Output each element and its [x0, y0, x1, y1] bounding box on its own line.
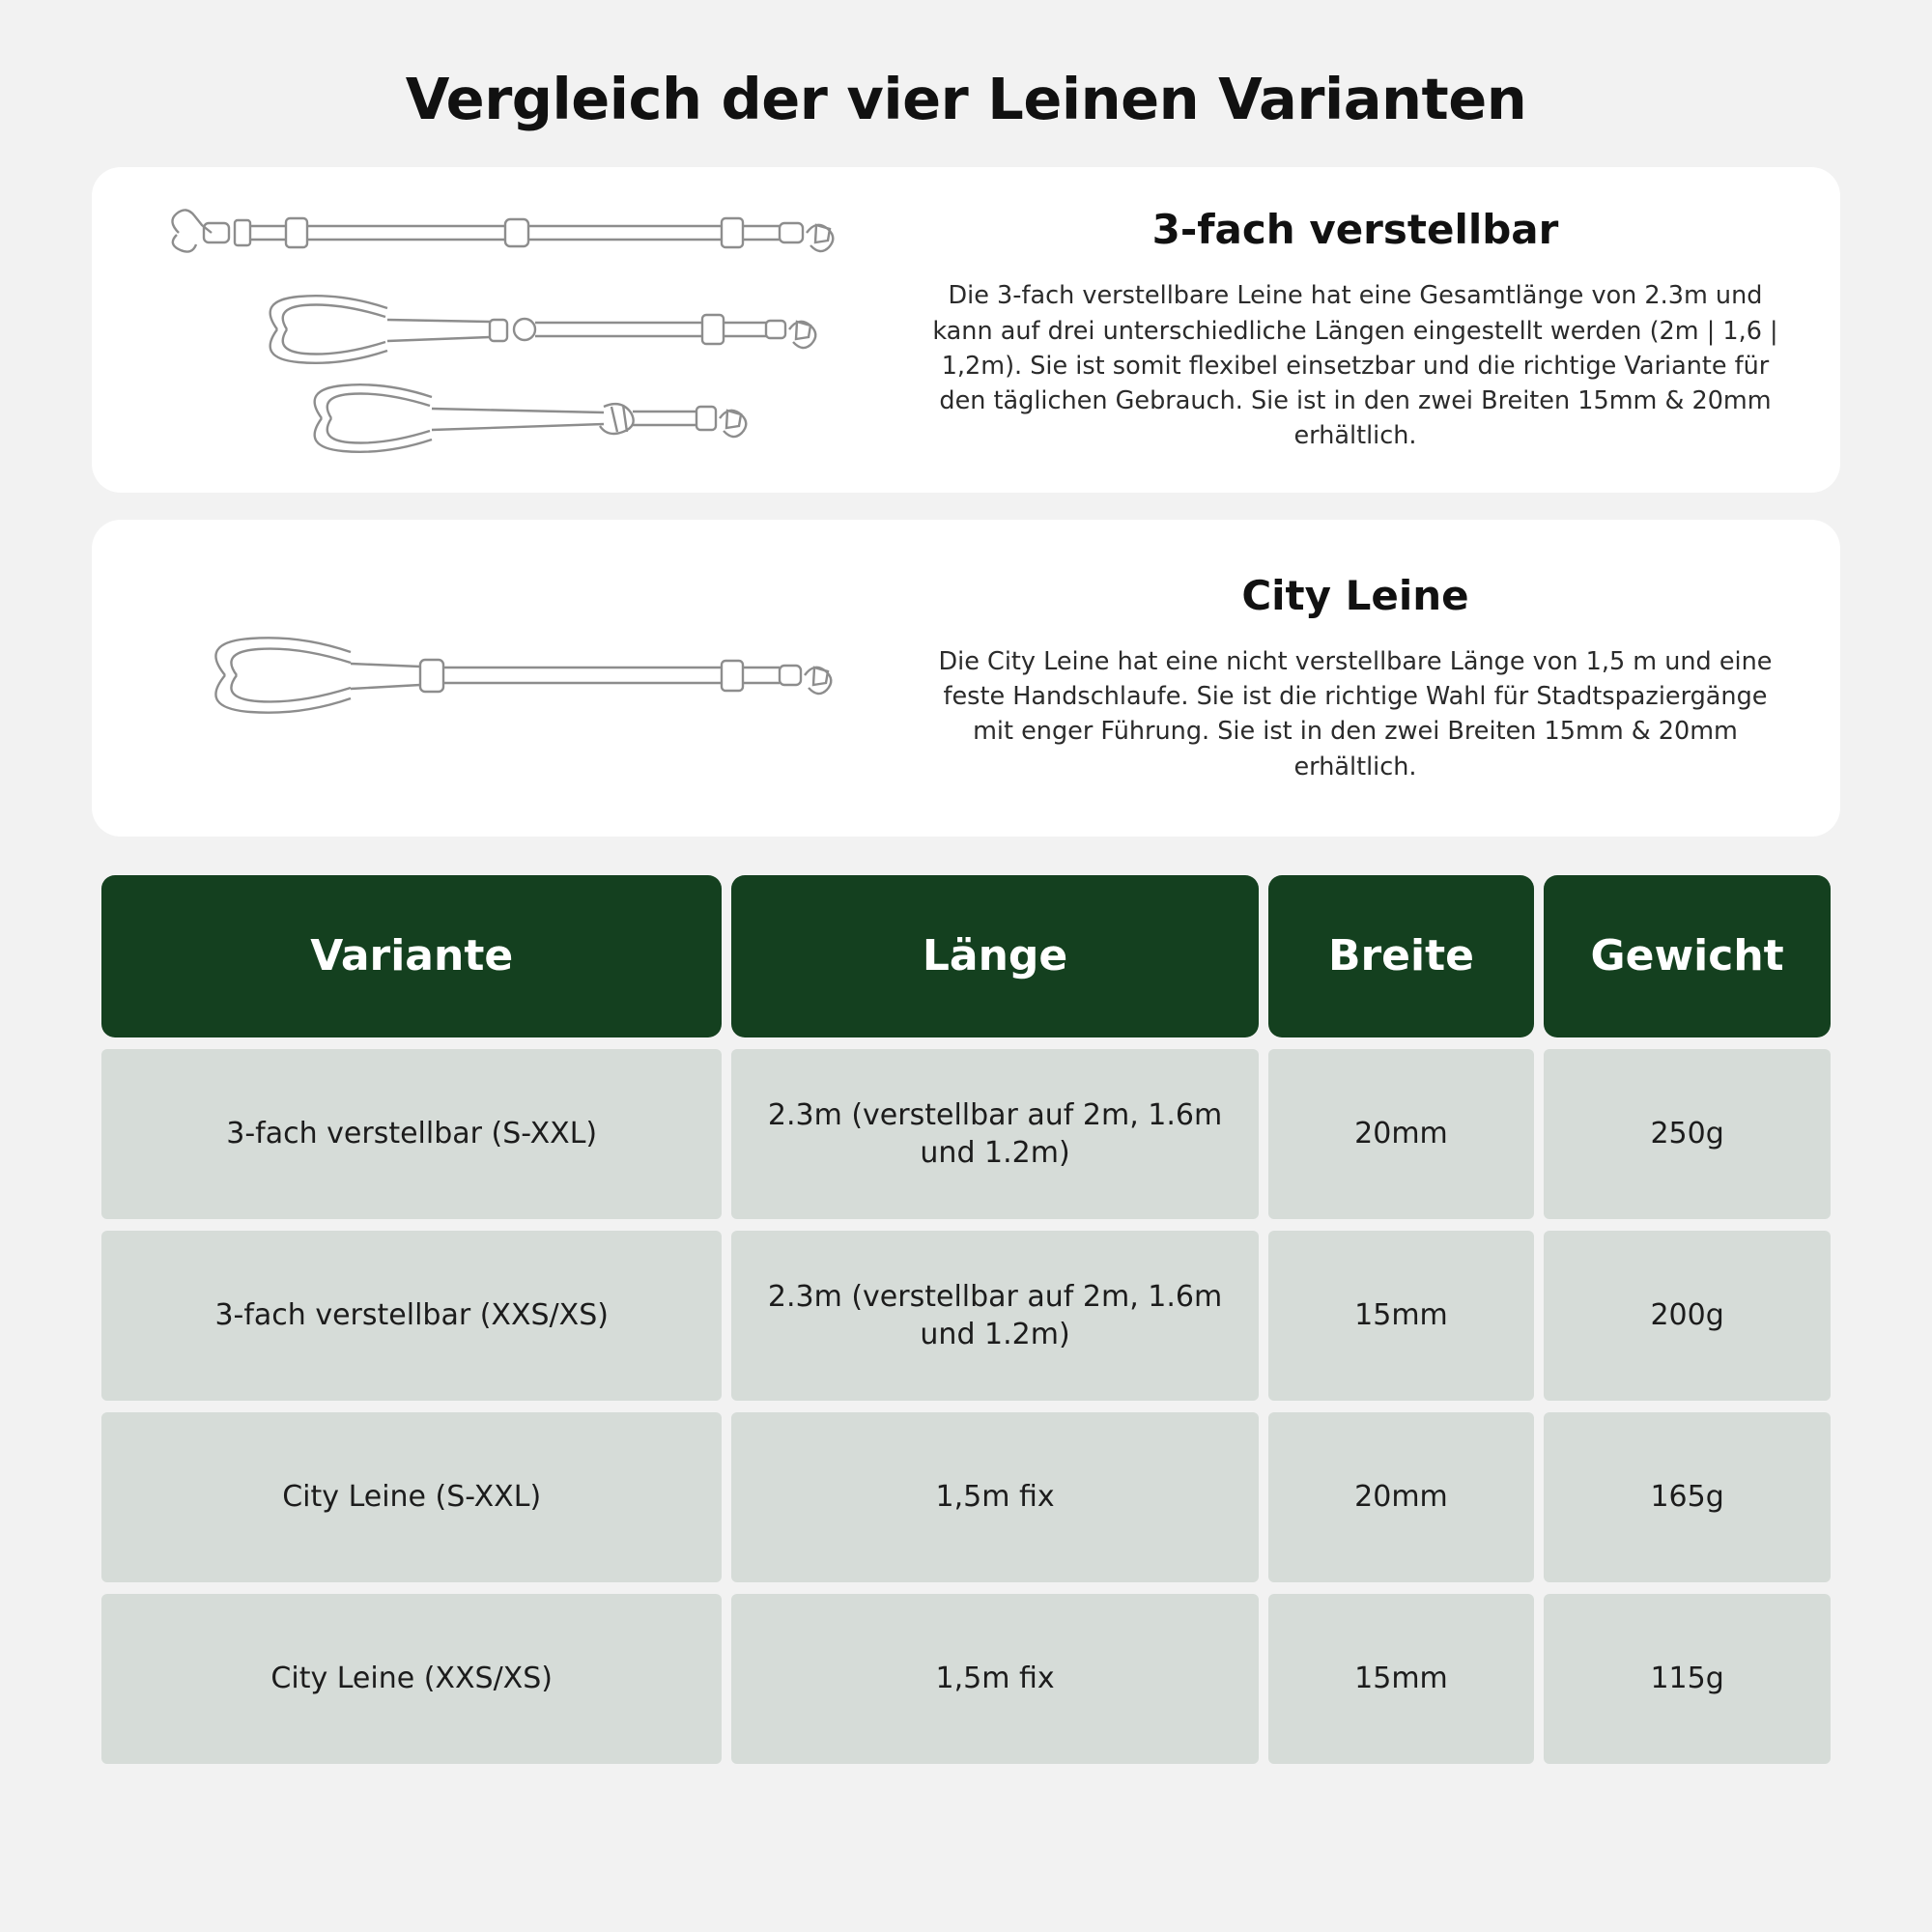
table-header-row — [101, 875, 1831, 1037]
table-header-laenge: Länge — [731, 875, 1258, 1037]
adjustable-leash-illustration — [130, 192, 923, 468]
cell-variante: City Leine (XXS/XS) — [101, 1594, 722, 1764]
leash-variant-short — [315, 384, 747, 452]
table-header-gewicht: Gewicht — [1544, 875, 1831, 1037]
cell-variante: 3-fach verstellbar (XXS/XS) — [101, 1231, 722, 1401]
cell-gewicht: 200g — [1544, 1231, 1831, 1401]
card-heading-city: City Leine — [1241, 572, 1469, 619]
cell-breite: 20mm — [1268, 1412, 1535, 1582]
cell-laenge: 2.3m (verstellbar auf 2m, 1.6m und 1.2m) — [731, 1049, 1258, 1219]
cell-laenge: 1,5m fix — [731, 1594, 1258, 1764]
card-city-leash — [92, 520, 1840, 837]
card-heading-adjustable: 3-fach verstellbar — [1151, 206, 1559, 254]
cell-laenge: 1,5m fix — [731, 1412, 1258, 1582]
table-header-breite: Breite — [1268, 875, 1535, 1037]
page-title: Vergleich der vier Leinen Varianten — [405, 66, 1527, 132]
card-text-city — [923, 572, 1802, 784]
cell-gewicht: 115g — [1544, 1594, 1831, 1764]
card-body-city: Die City Leine hat eine nicht verstellbare Länge von 1,5 m und eine feste Handschlaufe. Sie ist die richtige Wahl für Stadtspaziergänge mit enger Führung. Sie ist in den zwei Breiten 15mm & 20mm erhältlich. — [938, 647, 1773, 781]
leash-variant-long — [172, 210, 833, 251]
card-adjustable-leash — [92, 167, 1840, 493]
table-row — [101, 1594, 1831, 1764]
table-header — [101, 875, 1831, 1037]
card-body-adjustable: Die 3-fach verstellbare Leine hat eine Gesamtlänge von 2.3m und kann auf drei unterschiedliche Längen eingestellt werden (2m | 1,6 | 1,2m). Sie ist somit flexibel einsetzbar und die richtige Variante für den täglichen Gebrauch. Sie ist in den zwei Breiten 15mm & 20mm erhältlich. — [932, 281, 1778, 451]
cell-gewicht: 250g — [1544, 1049, 1831, 1219]
table-header-variante: Variante — [101, 875, 722, 1037]
cell-variante: City Leine (S-XXL) — [101, 1412, 722, 1582]
table-row — [101, 1231, 1831, 1401]
card-text-adjustable — [923, 206, 1802, 453]
table-row — [101, 1049, 1831, 1219]
cell-variante: 3-fach verstellbar (S-XXL) — [101, 1049, 722, 1219]
table-body — [101, 1049, 1831, 1764]
cell-breite: 15mm — [1268, 1231, 1535, 1401]
table-row — [101, 1412, 1831, 1582]
cell-breite: 20mm — [1268, 1049, 1535, 1219]
cell-gewicht: 165g — [1544, 1412, 1831, 1582]
comparison-table — [92, 864, 1840, 1776]
city-leash-illustration — [130, 586, 923, 770]
cell-laenge: 2.3m (verstellbar auf 2m, 1.6m und 1.2m) — [731, 1231, 1258, 1401]
leash-variant-loop — [270, 296, 816, 363]
cell-breite: 15mm — [1268, 1594, 1535, 1764]
